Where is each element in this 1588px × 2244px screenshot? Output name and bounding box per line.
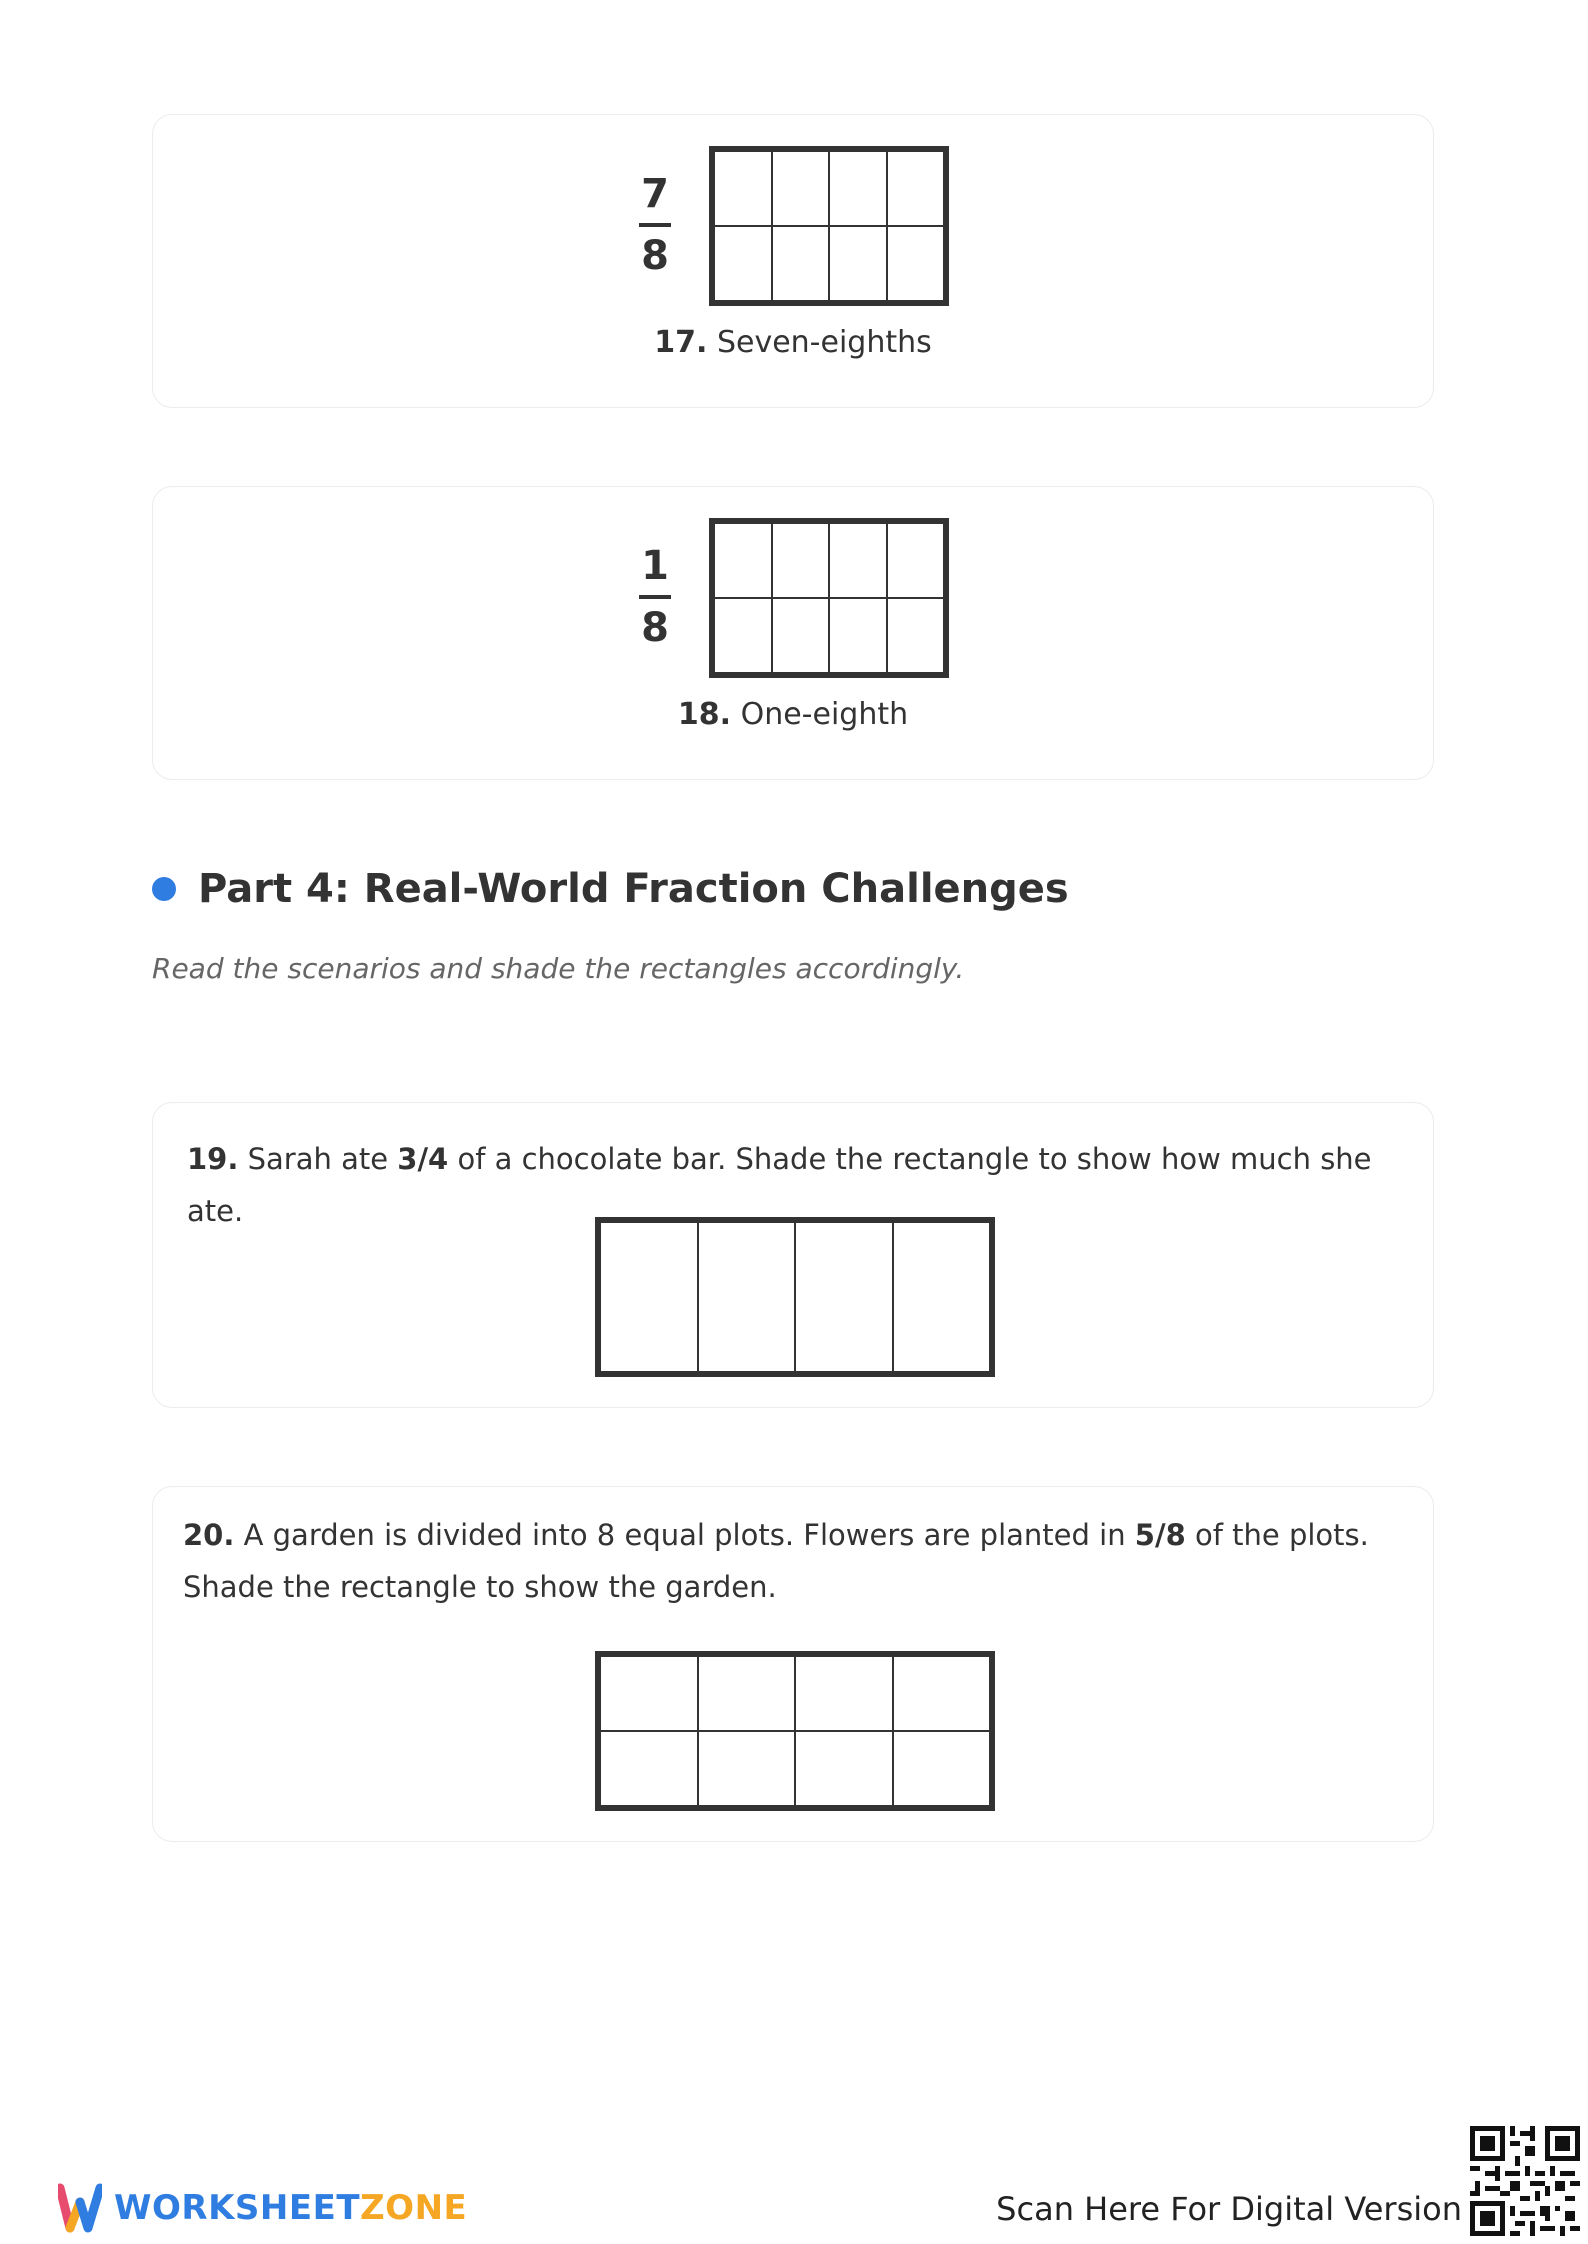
grid-cell[interactable] — [600, 1222, 698, 1372]
grid-cell[interactable] — [714, 226, 772, 301]
brand-name — [114, 2188, 467, 2228]
challenge-number: 19. — [187, 1142, 239, 1176]
challenge-number: 20. — [183, 1518, 235, 1552]
fraction-1-8 — [635, 541, 675, 653]
grid-cell[interactable] — [829, 226, 887, 301]
grid-cell[interactable] — [887, 523, 945, 598]
shading-grid-2x4[interactable] — [595, 1651, 995, 1811]
grid-cell[interactable] — [887, 151, 945, 226]
worksheetzone-logo[interactable] — [58, 2180, 467, 2236]
fraction-bar — [639, 595, 671, 599]
grid-cell[interactable] — [714, 523, 772, 598]
fraction-grid-2x4[interactable] — [709, 518, 949, 678]
qr-code-icon[interactable] — [1470, 2126, 1580, 2236]
challenge-text — [183, 1509, 1383, 1613]
grid-cell[interactable] — [772, 523, 830, 598]
bullet-dot-icon — [152, 877, 176, 901]
fraction-numerator: 7 — [641, 171, 669, 217]
problem-card-17 — [152, 114, 1434, 408]
challenge-text-part1: Sarah ate — [247, 1142, 389, 1176]
grid-cell[interactable] — [772, 151, 830, 226]
brand-part1: WORKSHEET — [114, 2188, 361, 2228]
grid-cell[interactable] — [795, 1656, 893, 1731]
fraction-denominator: 8 — [641, 605, 669, 651]
challenge-card-19 — [152, 1102, 1434, 1408]
grid-cell[interactable] — [698, 1222, 796, 1372]
problem-number: 18. — [677, 697, 732, 732]
problem-word: One-eighth — [740, 697, 909, 732]
grid-cell[interactable] — [714, 598, 772, 673]
problem-word: Seven-eighths — [716, 325, 932, 360]
section-heading — [152, 866, 1069, 912]
problem-caption — [153, 697, 1433, 732]
shading-grid-1x4[interactable] — [595, 1217, 995, 1377]
brand-part2: ZONE — [360, 2188, 468, 2228]
challenge-card-20 — [152, 1486, 1434, 1842]
grid-cell[interactable] — [829, 151, 887, 226]
grid-cell[interactable] — [795, 1222, 893, 1372]
grid-cell[interactable] — [698, 1731, 796, 1806]
challenge-fraction: 5/8 — [1134, 1518, 1186, 1552]
grid-cell[interactable] — [887, 598, 945, 673]
grid-cell[interactable] — [887, 226, 945, 301]
fraction-grid-2x4[interactable] — [709, 146, 949, 306]
problem-number: 17. — [654, 325, 708, 360]
challenge-fraction: 3/4 — [397, 1142, 449, 1176]
section-instructions: Read the scenarios and shade the rectangles accordingly. — [152, 952, 965, 985]
scan-here-text: Scan Here For Digital Version — [996, 2190, 1462, 2228]
challenge-text-part2: of a chocolate bar. Shade the rectangle to show how much she ate. — [187, 1142, 1372, 1228]
section-title: Part 4: Real-World Fraction Challenges — [198, 866, 1069, 912]
grid-cell[interactable] — [600, 1731, 698, 1806]
grid-cell[interactable] — [893, 1731, 991, 1806]
grid-cell[interactable] — [772, 598, 830, 673]
grid-cell[interactable] — [714, 151, 772, 226]
grid-cell[interactable] — [829, 598, 887, 673]
grid-cell[interactable] — [795, 1731, 893, 1806]
fraction-denominator: 8 — [641, 233, 669, 279]
w-logo-icon — [58, 2180, 102, 2236]
fraction-bar — [639, 223, 671, 227]
grid-cell[interactable] — [772, 226, 830, 301]
fraction-7-8 — [635, 169, 675, 281]
grid-cell[interactable] — [600, 1656, 698, 1731]
problem-caption — [153, 325, 1433, 360]
grid-cell[interactable] — [829, 523, 887, 598]
challenge-text-part2: of the plots. Shade the rectangle to show the garden. — [183, 1518, 1369, 1604]
grid-cell[interactable] — [698, 1656, 796, 1731]
fraction-numerator: 1 — [641, 543, 669, 589]
grid-cell[interactable] — [893, 1222, 991, 1372]
challenge-text-part1: A garden is divided into 8 equal plots. Flowers are planted in — [243, 1518, 1126, 1552]
grid-cell[interactable] — [893, 1656, 991, 1731]
problem-card-18 — [152, 486, 1434, 780]
